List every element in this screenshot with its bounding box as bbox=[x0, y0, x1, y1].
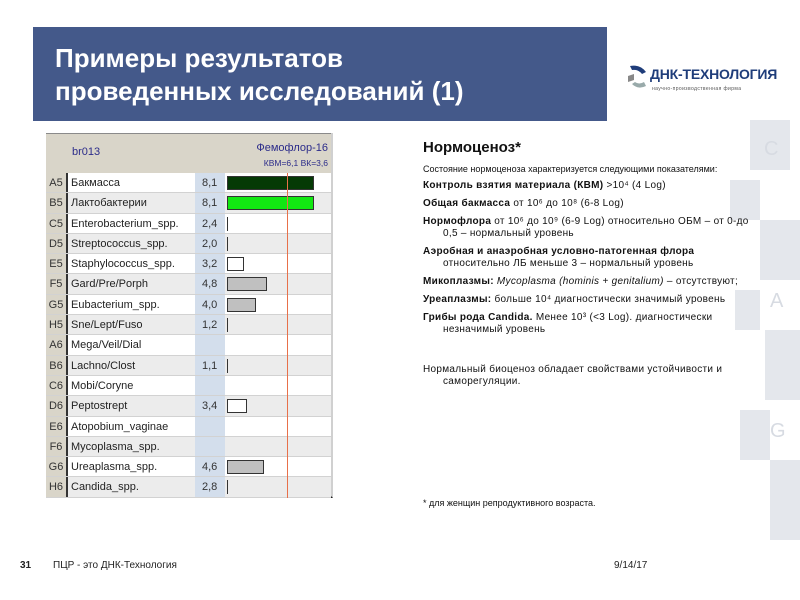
row-bar-cell bbox=[225, 274, 331, 293]
row-id: C5 bbox=[46, 214, 68, 233]
criteria-item bbox=[423, 276, 753, 288]
company-logo bbox=[626, 60, 776, 100]
value-bar bbox=[227, 217, 228, 231]
row-value: 3,2 bbox=[195, 254, 225, 273]
value-bar bbox=[227, 257, 244, 271]
row-value: 2,0 bbox=[195, 234, 225, 253]
criteria-italic: Mycoplasma (hominis + genitalium) bbox=[493, 276, 664, 287]
row-name: Enterobacterium_spp. bbox=[68, 214, 195, 233]
row-id: H5 bbox=[46, 315, 68, 334]
table-header bbox=[46, 133, 331, 173]
row-bar-cell bbox=[225, 335, 331, 354]
row-bar-cell bbox=[225, 417, 331, 436]
row-bar-cell bbox=[225, 376, 331, 395]
criteria-text: относительно ЛБ меньше 3 – нормальный уровень bbox=[443, 258, 694, 269]
row-value bbox=[195, 437, 225, 456]
value-bar bbox=[227, 399, 247, 413]
table-row bbox=[46, 234, 331, 254]
row-bar-cell bbox=[225, 457, 331, 476]
criteria-item bbox=[423, 216, 753, 240]
row-name: Бакмасса bbox=[68, 173, 195, 192]
row-name: Streptococcus_spp. bbox=[68, 234, 195, 253]
row-name: Mobi/Coryne bbox=[68, 376, 195, 395]
row-value bbox=[195, 335, 225, 354]
test-summary: КВМ=6,1 ВК=3,6 bbox=[263, 158, 328, 168]
row-value: 4,6 bbox=[195, 457, 225, 476]
row-id: G5 bbox=[46, 295, 68, 314]
value-bar bbox=[227, 196, 314, 210]
row-name: Лактобактерии bbox=[68, 193, 195, 212]
table-row bbox=[46, 477, 331, 497]
row-name: Mycoplasma_spp. bbox=[68, 437, 195, 456]
row-value: 2,8 bbox=[195, 477, 225, 496]
row-id: F5 bbox=[46, 274, 68, 293]
table-row bbox=[46, 437, 331, 457]
row-bar-cell bbox=[225, 254, 331, 273]
row-bar-cell bbox=[225, 214, 331, 233]
row-bar-cell bbox=[225, 315, 331, 334]
table-row bbox=[46, 396, 331, 416]
criteria-list bbox=[423, 180, 753, 336]
row-id: H6 bbox=[46, 477, 68, 496]
criteria-item bbox=[423, 180, 753, 192]
slide-title-line-2: проведенных исследований (1) bbox=[55, 76, 464, 106]
row-value bbox=[195, 417, 225, 436]
row-id: F6 bbox=[46, 437, 68, 456]
value-bar bbox=[227, 277, 267, 291]
value-bar bbox=[227, 480, 228, 494]
description-heading: Нормоценоз* bbox=[423, 139, 521, 156]
row-bar-cell bbox=[225, 477, 331, 496]
table-row bbox=[46, 315, 331, 335]
description-panel bbox=[423, 139, 753, 394]
logo-subtitle: научно-производственная фирма bbox=[652, 86, 742, 92]
criteria-label: Нормофлора bbox=[423, 216, 492, 227]
footer-date: 9/14/17 bbox=[614, 560, 648, 571]
table-rows bbox=[46, 173, 331, 498]
title-bar bbox=[33, 27, 607, 121]
table-row bbox=[46, 295, 331, 315]
criteria-item bbox=[423, 198, 753, 210]
criteria-text: от 10⁶ до 10⁸ (6-8 Log) bbox=[510, 198, 624, 209]
criteria-item bbox=[423, 246, 753, 270]
row-id: A6 bbox=[46, 335, 68, 354]
row-bar-cell bbox=[225, 173, 331, 192]
table-row bbox=[46, 335, 331, 355]
row-id: E5 bbox=[46, 254, 68, 273]
table-row bbox=[46, 417, 331, 437]
value-bar bbox=[227, 176, 314, 190]
row-name: Peptostrept bbox=[68, 396, 195, 415]
table-row bbox=[46, 193, 331, 213]
value-bar bbox=[227, 359, 228, 373]
row-name: Gard/Pre/Porph bbox=[68, 274, 195, 293]
row-id: D6 bbox=[46, 396, 68, 415]
row-bar-cell bbox=[225, 234, 331, 253]
row-id: D5 bbox=[46, 234, 68, 253]
row-value: 2,4 bbox=[195, 214, 225, 233]
criteria-label: Грибы рода Candida. bbox=[423, 312, 533, 323]
row-value: 8,1 bbox=[195, 193, 225, 212]
row-name: Lachno/Clost bbox=[68, 356, 195, 375]
row-name: Atopobium_vaginae bbox=[68, 417, 195, 436]
criteria-label: Микоплазмы: bbox=[423, 276, 494, 287]
footer-text: ПЦР - это ДНК-Технология bbox=[53, 560, 177, 571]
row-value: 1,1 bbox=[195, 356, 225, 375]
criteria-label: Контроль взятия материала (КВМ) bbox=[423, 180, 604, 191]
criteria-label: Аэробная и анаэробная условно-патогенная флора bbox=[423, 246, 695, 257]
criteria-item bbox=[423, 312, 753, 336]
row-value: 8,1 bbox=[195, 173, 225, 192]
table-row bbox=[46, 356, 331, 376]
table-row bbox=[46, 173, 331, 193]
footnote: * для женщин репродуктивного возраста. bbox=[423, 498, 596, 508]
criteria-label: Уреаплазмы: bbox=[423, 294, 492, 305]
criteria-item bbox=[423, 294, 753, 306]
row-id: E6 bbox=[46, 417, 68, 436]
criteria-text: >10⁴ (4 Log) bbox=[603, 180, 666, 191]
value-bar bbox=[227, 298, 256, 312]
row-value: 4,8 bbox=[195, 274, 225, 293]
slide-number: 31 bbox=[20, 560, 32, 571]
background-decoration: C A G bbox=[730, 120, 800, 600]
row-id: A5 bbox=[46, 173, 68, 192]
row-name: Mega/Veil/Dial bbox=[68, 335, 195, 354]
row-bar-cell bbox=[225, 295, 331, 314]
table-row bbox=[46, 214, 331, 234]
table-row bbox=[46, 254, 331, 274]
criteria-text: Менее 10³ (<3 Log). диагностически незначимый уровень bbox=[443, 312, 713, 335]
criteria-text: от 10⁶ до 10⁹ (6-9 Log) относительно ОБМ – от 0-до 0,5 – нормальный уровень bbox=[443, 216, 749, 239]
criteria-text: – отсутствуют; bbox=[663, 276, 739, 287]
sample-code: br013 bbox=[72, 146, 101, 158]
row-value: 4,0 bbox=[195, 295, 225, 314]
results-table bbox=[46, 133, 333, 498]
table-row bbox=[46, 457, 331, 477]
row-id: C6 bbox=[46, 376, 68, 395]
criteria-label: Общая бакмасса bbox=[423, 198, 511, 209]
test-name: Фемофлор-16 bbox=[256, 142, 328, 154]
slide-title-line-1: Примеры результатов bbox=[55, 43, 343, 73]
value-bar bbox=[227, 237, 228, 251]
table-row bbox=[46, 274, 331, 294]
row-id: G6 bbox=[46, 457, 68, 476]
logo-name: ДНК-ТЕХНОЛОГИЯ bbox=[650, 66, 778, 82]
row-name: Sne/Lept/Fuso bbox=[68, 315, 195, 334]
value-bar bbox=[227, 460, 264, 474]
row-bar-cell bbox=[225, 437, 331, 456]
description-intro: Состояние нормоценоза характеризуется следующими показателями: bbox=[423, 164, 718, 174]
row-id: B5 bbox=[46, 193, 68, 212]
row-id: B6 bbox=[46, 356, 68, 375]
row-bar-cell bbox=[225, 396, 331, 415]
value-bar bbox=[227, 318, 228, 332]
row-name: Ureaplasma_spp. bbox=[68, 457, 195, 476]
row-name: Staphylococcus_spp. bbox=[68, 254, 195, 273]
row-value: 3,4 bbox=[195, 396, 225, 415]
logo-mark-icon bbox=[626, 62, 648, 92]
conclusion: Нормальный биоценоз обладает свойствами устойчивости и саморегуляции. bbox=[423, 364, 723, 387]
row-name: Candida_spp. bbox=[68, 477, 195, 496]
criteria-text: больше 10⁴ диагностически значимый уровень bbox=[491, 294, 726, 305]
row-value: 1,2 bbox=[195, 315, 225, 334]
row-bar-cell bbox=[225, 356, 331, 375]
row-value bbox=[195, 376, 225, 395]
row-name: Eubacterium_spp. bbox=[68, 295, 195, 314]
table-row bbox=[46, 376, 331, 396]
row-bar-cell bbox=[225, 193, 331, 212]
